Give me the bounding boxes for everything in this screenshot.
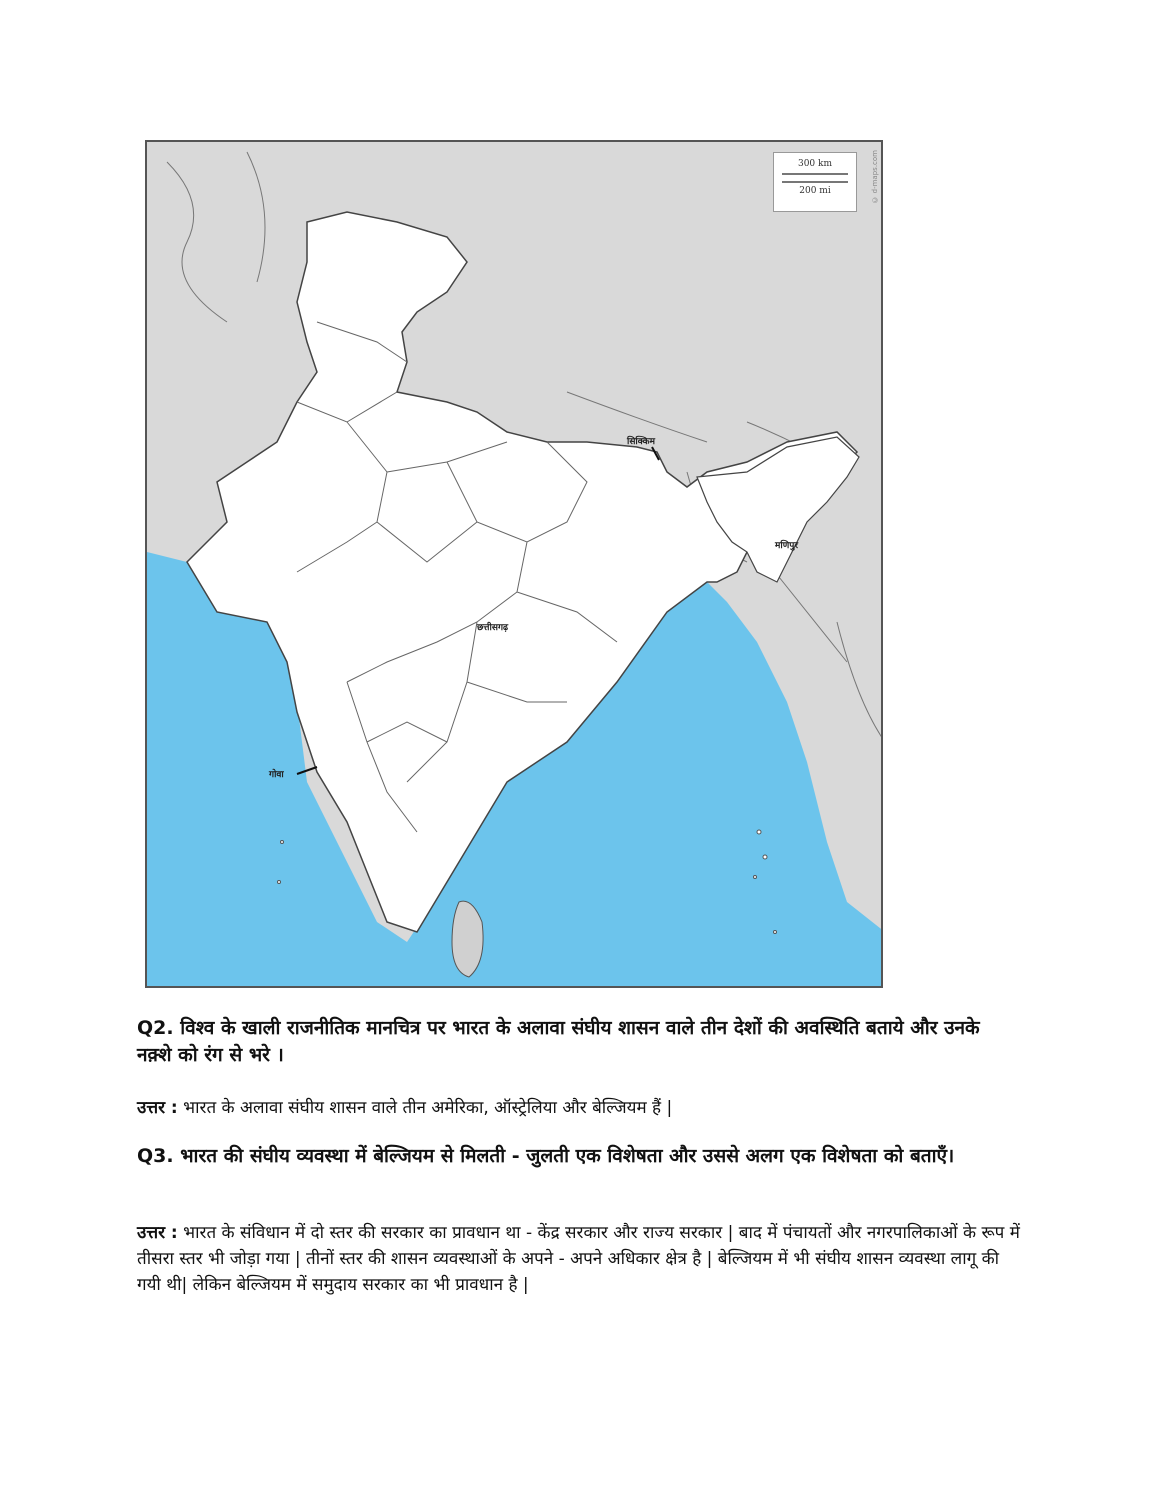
q2-answer-label: उत्तर :	[137, 1098, 178, 1118]
label-manipur: मणिपुर	[775, 541, 799, 551]
label-sikkim: सिक्किम	[627, 437, 655, 447]
label-chhattisgarh: छत्तीसगढ़	[477, 623, 509, 633]
india-outline-map	[145, 140, 883, 988]
q2-answer-text: भारत के अलावा संघीय शासन वाले तीन अमेरिका, ऑस्ट्रेलिया और बेल्जियम हैं |	[177, 1098, 673, 1118]
island-dot	[754, 876, 757, 879]
island-dot	[774, 931, 777, 934]
scale-mi-label: 200 mi	[799, 186, 831, 196]
q3-answer-label: उत्तर :	[137, 1223, 178, 1243]
q3-answer-text: भारत के संविधान में दो स्तर की सरकार का प्रावधान था - केंद्र सरकार और राज्य सरकार | बाद में पंचायतों और नगरपालिकाओं के रूप में तीसरा स्तर भी जोड़ा गया | तीनों स्तर की शासन व्यवस्थाओं के अपने - अपने अधिकार क्षेत्र है | बेल्जियम में भी संघीय शासन व्यवस्था लागू की गयी थी| लेकिन बेल्जियम में समुदाय सरकार का भी प्रावधान है |	[137, 1223, 1020, 1295]
q3-answer	[137, 1220, 1027, 1298]
island-dot	[281, 841, 284, 844]
q2-answer	[137, 1095, 1027, 1121]
label-goa: गोवा	[269, 770, 284, 780]
q3-question: Q3. भारत की संघीय व्यवस्था में बेल्जियम से मिलती - जुलती एक विशेषता और उससे अलग एक विशेषता को बताएँ।	[137, 1145, 955, 1167]
island-dot	[763, 855, 767, 859]
q2-question: Q2. विश्व के खाली राजनीतिक मानचित्र पर भारत के अलावा संघीय शासन वाले तीन देशों की अवस्थिति बताये और उनके नक़्शे को रंग से भरे ।	[137, 1017, 980, 1066]
island-dot	[757, 830, 761, 834]
scale-km-label: 300 km	[797, 159, 833, 169]
map-graphic	[147, 142, 883, 988]
scale-bar	[782, 173, 848, 183]
map-scale	[773, 152, 857, 212]
map-credit: © d-maps.com	[871, 150, 879, 204]
island-dot	[278, 881, 281, 884]
